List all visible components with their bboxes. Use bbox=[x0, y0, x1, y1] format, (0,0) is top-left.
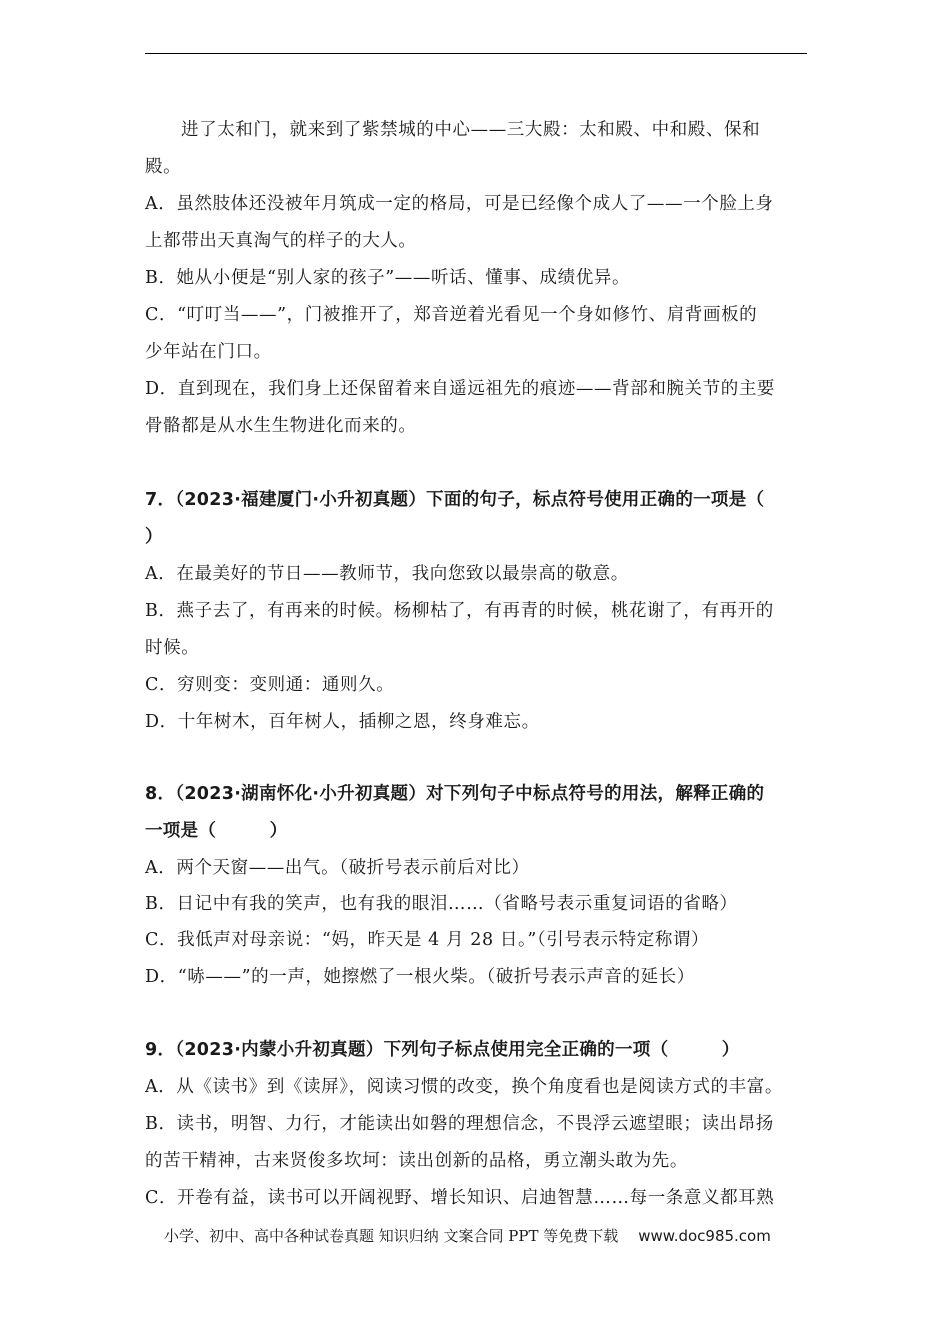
q6-option-a-line-2: 上都带出天真淘气的样子的大人。 bbox=[145, 231, 417, 251]
q9-option-c-line-1: C．开卷有益，读书可以开阔视野、增长知识、启迪智慧……每一条意义都耳熟 bbox=[145, 1188, 775, 1208]
q8-option-a: A．两个天窗——出气。（破折号表示前后对比） bbox=[145, 858, 530, 878]
q7-option-b-line-1: B．燕子去了，有再来的时候。杨柳枯了，有再青的时候，桃花谢了，有再开的 bbox=[145, 601, 774, 621]
q7-option-c: C．穷则变：变则通：通则久。 bbox=[145, 675, 395, 695]
q8-option-b: B．日记中有我的笑声，也有我的眼泪……（省略号表示重复词语的省略） bbox=[145, 894, 738, 914]
footer-text: 小学、初中、高中各种试卷真题 知识归纳 文案合同 PPT 等免费下载 bbox=[164, 1227, 619, 1245]
q9-option-a: A．从《读书》到《读屏》，阅读习惯的改变，换个角度看也是阅读方式的丰富。 bbox=[145, 1077, 783, 1097]
passage-line-1: 进了太和门，就来到了紫禁城的中心——三大殿：太和殿、中和殿、保和 bbox=[181, 120, 761, 140]
q7-stem-line-1: 7．（2023·福建厦门·小升初真题）下面的句子，标点符号使用正确的一项是（ bbox=[145, 490, 765, 510]
q9-stem: 9．（2023·内蒙小升初真题）下列句子标点使用完全正确的一项（ ） bbox=[145, 1040, 740, 1060]
footer-site-link[interactable]: www.doc985.com bbox=[638, 1227, 771, 1245]
q6-option-a-line-1: A．虽然肢体还没被年月筑成一定的格局，可是已经像个成人了——一个脸上身 bbox=[145, 194, 774, 214]
q6-option-d-line-1: D．直到现在，我们身上还保留着来自遥远祖先的痕迹——背部和腕关节的主要 bbox=[145, 379, 776, 399]
page-footer bbox=[164, 1226, 771, 1246]
q8-option-c: C．我低声对母亲说：“妈，昨天是 4 月 28 日。”（引号表示特定称谓） bbox=[145, 930, 710, 950]
q9-option-b-line-2: 的苦干精神，古来贤俊多坎坷：读出创新的品格，勇立潮头敢为先。 bbox=[145, 1151, 688, 1171]
q6-option-c-line-1: C．“叮叮当——”，门被推开了，郑音逆着光看见一个身如修竹、肩背画板的 bbox=[145, 305, 758, 325]
q8-option-d: D．“哧——”的一声，她擦燃了一根火柴。（破折号表示声音的延长） bbox=[145, 967, 695, 987]
q9-option-b-line-1: B．读书，明智、力行，才能读出如磐的理想信念，不畏浮云遮望眼；读出昂扬 bbox=[145, 1114, 774, 1134]
q8-stem-line-1: 8．（2023·湖南怀化·小升初真题）对下列句子中标点符号的用法，解释正确的 bbox=[145, 784, 765, 804]
passage-line-2: 殿。 bbox=[145, 157, 182, 177]
q8-stem-line-2: 一项是（ ） bbox=[145, 821, 288, 841]
q7-option-d: D．十年树木，百年树人，插柳之恩，终身难忘。 bbox=[145, 712, 540, 732]
q6-option-b: B．她从小便是“别人家的孩子”——听话、懂事、成绩优异。 bbox=[145, 268, 631, 288]
header-rule bbox=[145, 53, 807, 54]
q7-stem-line-2: ） bbox=[145, 527, 163, 547]
q6-option-c-line-2: 少年站在门口。 bbox=[145, 342, 272, 362]
q6-option-d-line-2: 骨骼都是从水生生物进化而来的。 bbox=[145, 416, 417, 436]
q7-option-b-line-2: 时候。 bbox=[145, 638, 200, 658]
q7-option-a: A．在最美好的节日——教师节，我向您致以最崇高的敬意。 bbox=[145, 564, 629, 584]
